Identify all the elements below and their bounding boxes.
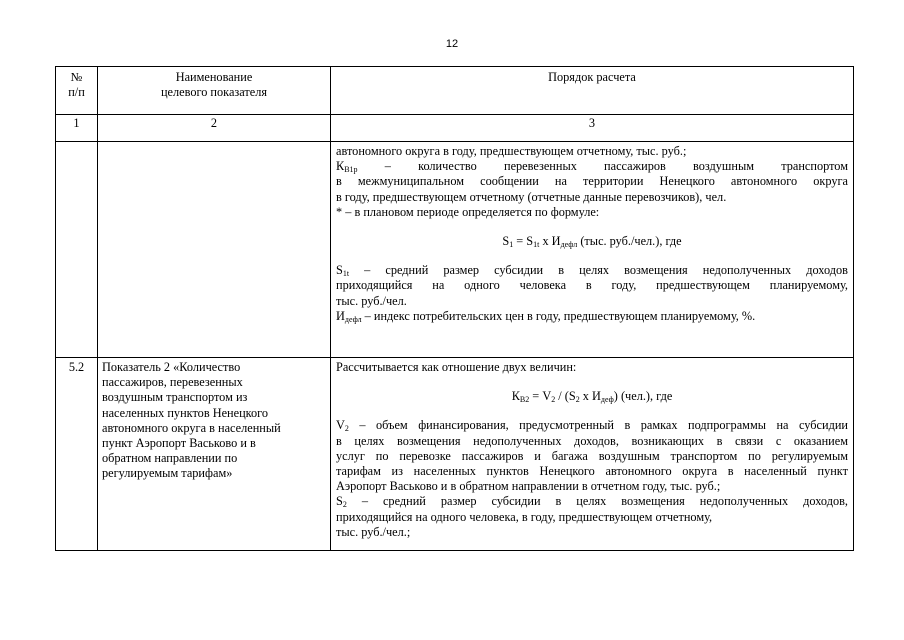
- s2-definition-line: $S_2$ – средний размер субсидии в целях возмещения недополученных доходов,: [336, 494, 848, 510]
- header-name-line2: целевого показателя: [160, 85, 268, 100]
- indicator-name-line: пункт Аэропорт Васьково и в: [102, 436, 256, 451]
- row-5-2-number: 5.2: [56, 358, 98, 551]
- column-number-1: 1: [56, 115, 98, 142]
- header-number-cell: [56, 67, 98, 115]
- indicator-name-line: обратном направлении по: [102, 451, 238, 466]
- s1t-definition-line-a: $S_{1t}$ – средний размер субсидии в целях возмещения недополученных доходов: [336, 263, 848, 279]
- calculation-table: [55, 66, 854, 551]
- kb1p-definition-line-a: $К_{В1р}$ – количество перевезенных пассажиров воздушным транспортом: [336, 159, 848, 175]
- continuation-line-1: автономного округа в году, предшествующем отчетному, тыс. руб.;: [336, 144, 687, 158]
- indicator-name-line: регулируемым тарифам»: [102, 466, 233, 481]
- v2-definition-line: в целях возмещения недополученных доходов, возникающих в связи с оказанием: [336, 433, 848, 448]
- continuation-name-cell: [98, 142, 331, 358]
- v2-definition-line: услуг по перевозке пассажиров и багажа воздушным транспортом по регулируемым: [336, 448, 848, 463]
- s1t-definition-line-b: приходящийся на одного человека в году, предшествующем планируемому,: [336, 278, 848, 293]
- planning-note: * – в плановом периоде определяется по формуле:: [336, 204, 600, 219]
- table-row-5-2: [56, 358, 854, 551]
- column-numbering-row: [56, 115, 854, 142]
- header-number-symbol: №: [70, 70, 83, 84]
- table-row-continuation: [56, 142, 854, 358]
- header-calculation-label: Порядок расчета: [548, 70, 636, 84]
- v2-definition-line: тарифам из населенных пунктов Ненецкого автономного округа в населенный пункт: [336, 464, 848, 479]
- indicator-name-line: воздушным транспортом из: [102, 390, 248, 405]
- s2-definition-line: приходящийся на одного человека, в году, предшествующем отчетному,: [336, 509, 713, 524]
- column-number-2: 2: [98, 115, 331, 142]
- header-calculation-cell: [331, 67, 854, 115]
- row-5-2-calculation: [331, 358, 854, 551]
- calculation-intro: Рассчитывается как отношение двух величин:: [336, 360, 577, 374]
- indicator-name-line: Показатель 2 «Количество: [102, 360, 241, 374]
- column-number-3: 3: [331, 115, 854, 142]
- kb2-formula: $К_{В2} = V_2 / (S_2$ х $И_{деф}$) (чел.), где: [511, 389, 673, 405]
- kb1p-definition-line-c: в году, предшествующем отчетному (отчетные данные перевозчиков), чел.: [336, 189, 727, 204]
- indicator-name-line: пассажиров, перевезенных: [102, 375, 243, 390]
- s2-definition-line: тыс. руб./чел.;: [336, 524, 411, 539]
- continuation-calculation-cell: [331, 142, 854, 358]
- v2-definition-line: $V_2$ – объем финансирования, предусмотренный в рамках подпрограммы на субсидии: [336, 418, 848, 434]
- continuation-number-cell: [56, 142, 98, 358]
- s1-formula: $S_1 = S_{1t}$ х $И_{дефл}$ (тыс. руб./чел.), где: [502, 234, 682, 250]
- s1t-definition-line-c: тыс. руб./чел.: [336, 293, 407, 308]
- header-number-label: п/п: [68, 85, 85, 100]
- table-header-row: [56, 67, 854, 115]
- idef-definition: $И_{дефл}$ – индекс потребительских цен в году, предшествующем планируемому, %.: [336, 308, 756, 324]
- kb1p-definition-line-b: в межмуниципальном сообщении на территории Ненецкого автономного округа: [336, 174, 848, 189]
- v2-definition-line: Аэропорт Васьково и в обратном направлении в отчетном году, тыс. руб.;: [336, 479, 721, 494]
- page-number: 12: [445, 38, 459, 50]
- header-name-line1: Наименование: [175, 70, 253, 84]
- row-5-2-indicator-name: [98, 358, 331, 551]
- indicator-name-line: автономного округа в населенный: [102, 420, 281, 435]
- indicator-name-line: населенных пунктов Ненецкого: [102, 405, 269, 420]
- header-name-cell: [98, 67, 331, 115]
